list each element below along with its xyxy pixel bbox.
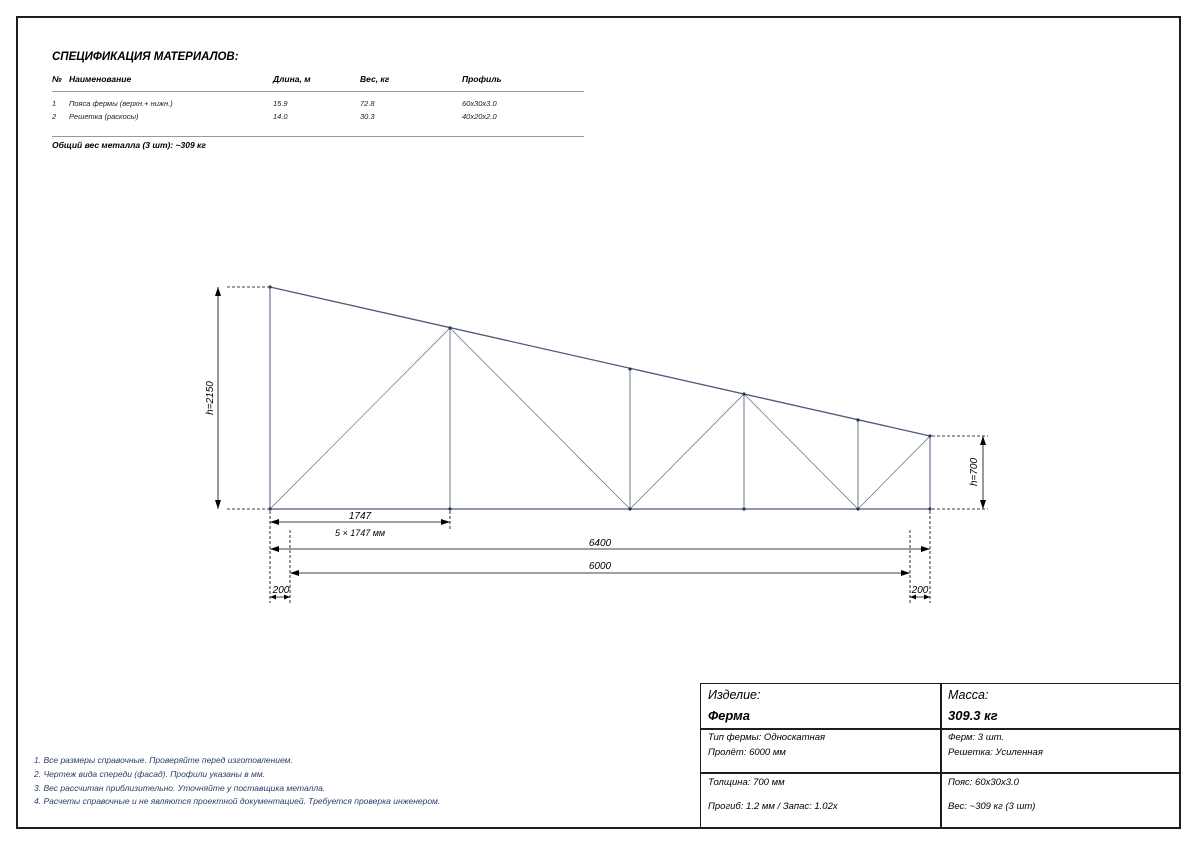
notes — [34, 754, 440, 809]
title-block-divider — [701, 772, 1180, 774]
node — [628, 367, 631, 370]
title-block-divider — [701, 728, 1180, 730]
dimension-arrows — [215, 287, 986, 600]
node — [928, 434, 931, 437]
arrow — [270, 546, 279, 552]
diagonal-1 — [270, 328, 450, 509]
arrow — [980, 436, 986, 445]
spec-row-1-no: 1 — [52, 99, 57, 108]
truss-thickness: Толщина: 700 мм — [708, 777, 785, 788]
spec-row-1-profile: 60x30x3.0 — [462, 99, 497, 108]
note-3: 3. Вес рассчитан приблизительно. Уточняйте у поставщика металла. — [34, 782, 326, 793]
dim-overhang-left-label: 200 — [272, 585, 290, 596]
node — [448, 326, 451, 329]
diagonal-2 — [450, 328, 630, 509]
product-label: Изделие: — [708, 688, 761, 702]
spec-row-2-weight: 30.3 — [360, 112, 375, 121]
truss-deflection: Прогиб: 1.2 мм / Запас: 1.02x — [708, 801, 838, 812]
spec-title: СПЕЦИФИКАЦИЯ МАТЕРИАЛОВ: — [52, 51, 239, 63]
node — [448, 507, 451, 510]
arrow — [270, 519, 279, 525]
dimension-labels — [205, 381, 980, 596]
spec-row-2-no: 2 — [52, 112, 57, 121]
note-2: 2. Чертеж вида спереди (фасад). Профили указаны в мм. — [34, 768, 266, 779]
spec-total: Общий вес металла (3 шт): ~309 кг — [52, 140, 206, 150]
arrow — [921, 546, 930, 552]
dim-overall-label: 6400 — [588, 538, 612, 549]
truss-members — [270, 287, 930, 509]
spec-header-length: Длина, м — [273, 74, 311, 84]
dim-h-left-label: h=2150 — [205, 381, 216, 415]
product-value: Ферма — [708, 708, 750, 723]
spec-row-2-length: 14.0 — [273, 112, 288, 121]
arrow — [901, 570, 910, 576]
arrow — [290, 570, 299, 576]
diagonal-4 — [744, 394, 858, 509]
dim-panel-note: 5 × 1747 мм — [334, 528, 386, 538]
title-block — [700, 683, 1181, 829]
node — [742, 507, 745, 510]
note-1: 1. Все размеры справочные. Проверяйте перед изготовлением. — [34, 755, 293, 765]
node — [628, 507, 631, 510]
arrow — [980, 500, 986, 509]
node — [268, 507, 271, 510]
spec-row-1-name: Пояса фермы (верхн.+ нижн.) — [69, 99, 173, 108]
total-weight: Вес: ~309 кг (3 шт) — [948, 801, 1036, 812]
truss-span: Пролёт: 6000 мм — [708, 747, 786, 758]
diagonal-5 — [858, 436, 930, 509]
truss-count: Ферм: 3 шт. — [948, 732, 1005, 743]
spec-header-profile: Профиль — [462, 74, 502, 84]
chord-profile: Пояс: 60x30x3.0 — [948, 777, 1019, 788]
diagonal-3 — [630, 394, 744, 509]
arrow — [441, 519, 450, 525]
node — [928, 507, 931, 510]
spec-header-name: Наименование — [69, 74, 132, 84]
spec-header-weight: Вес, кг — [360, 74, 390, 84]
spec-row-1-weight: 72.8 — [360, 99, 375, 108]
spec-header-no: № — [52, 74, 62, 84]
dim-panel-label: 1747 — [348, 511, 372, 522]
note-4: 4. Расчеты справочные и не являются проектной документацией. Требуется проверка инженером. — [34, 796, 441, 807]
mass-value: 309.3 кг — [948, 708, 998, 723]
spec-row-1-length: 15.9 — [273, 99, 288, 108]
arrow — [215, 500, 221, 509]
dim-h-right-label: h=700 — [969, 457, 980, 487]
title-block-divider — [940, 684, 942, 828]
truss-type: Тип фермы: Односкатная — [708, 732, 826, 743]
arrow — [215, 287, 221, 296]
spec-row-2-profile: 40x20x2.0 — [462, 112, 497, 121]
top-chord — [270, 287, 930, 436]
node — [742, 392, 745, 395]
node — [268, 285, 271, 288]
truss-nodes — [268, 285, 931, 510]
lattice-type: Решетка: Усиленная — [948, 747, 1043, 758]
dim-overhang-right-label: 200 — [911, 585, 929, 596]
spec-row-2-name: Решетка (раскосы) — [69, 112, 139, 121]
node — [856, 507, 859, 510]
mass-label: Масса: — [948, 688, 989, 702]
dim-span-label: 6000 — [588, 561, 612, 572]
node — [856, 418, 859, 421]
